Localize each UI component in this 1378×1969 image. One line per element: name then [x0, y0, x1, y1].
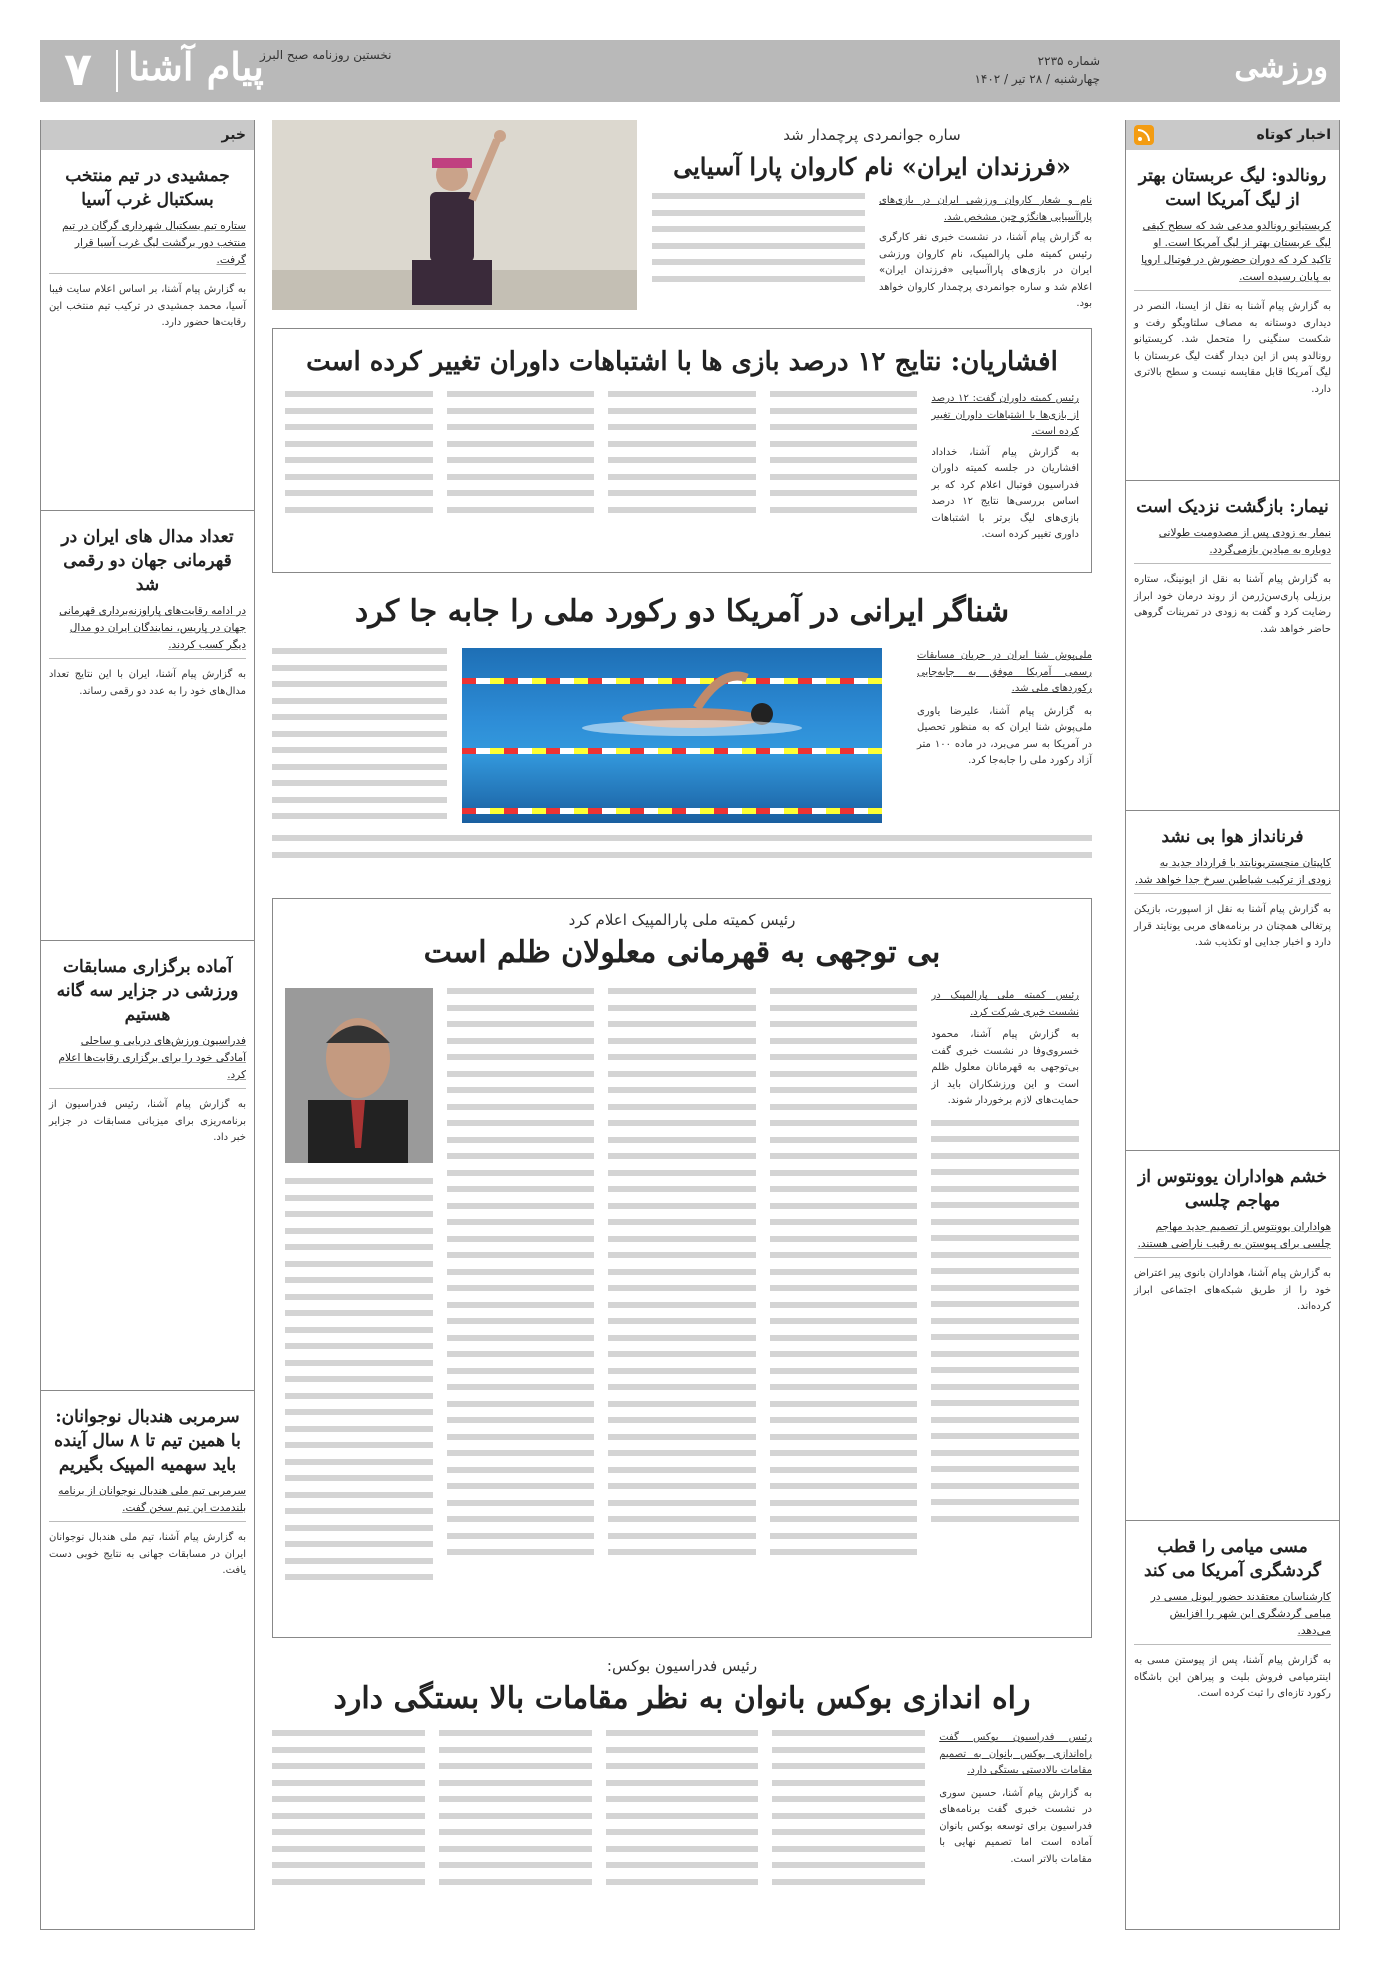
sidebar-title: خبر — [221, 127, 246, 143]
text-lines — [772, 1730, 925, 1885]
news-story — [1126, 810, 1339, 1150]
article-lead: رئیس کمیته داوران گفت: ۱۲ درصد از بازی‌ها با اشتباهات داوران تغییر کرده است. — [931, 393, 1079, 437]
right-sidebar — [1125, 120, 1340, 1930]
story-body: به گزارش پیام آشنا، پس از پیوستن مسی به اینترمیامی فروش بلیت و پیراهن این باشگاه رکورد تازه‌ای را ثبت کرده است. — [1134, 1655, 1331, 1699]
sidebar-title: اخبار کوتاه — [1256, 127, 1331, 143]
story-body: به گزارش پیام آشنا، هواداران بانوی پیر اعتراض خود را از طریق شبکه‌های اجتماعی ابراز کرده‌اند. — [1134, 1268, 1331, 1312]
news-story — [41, 940, 254, 1390]
shooter-photo-image — [272, 120, 637, 310]
article-kicker: ساره جوانمردی پرچمدار شد — [783, 126, 961, 144]
masthead — [40, 40, 1340, 102]
story-title: تعداد مدال های ایران در قهرمانی جهان دو رقمی شد — [61, 527, 234, 595]
text-lines — [447, 988, 595, 1555]
story-title: سرمربی هندبال نوجوانان: با همین تیم تا ۸ سال آینده باید سهمیه المپیک بگیریم — [54, 1407, 241, 1475]
sidebar-header — [41, 120, 254, 150]
section-title: ورزشی — [1234, 50, 1328, 85]
text-lines — [272, 835, 1092, 858]
portrait-figure — [285, 988, 433, 1163]
issue-date: چهارشنبه / ۲۸ تیر / ۱۴۰۲ — [974, 72, 1100, 86]
issue-number: شماره ۲۲۳۵ — [1037, 54, 1100, 68]
text-lines — [931, 1120, 1079, 1522]
text-lines — [606, 1730, 759, 1885]
article-paralympic — [272, 898, 1092, 1638]
newspaper-page — [40, 40, 1340, 1930]
story-body: به گزارش پیام آشنا به نقل از ایونینگ، ستاره برزیلی پاری‌سن‌ژرمن از روند درمان خود ابراز رضایت کرد و گفت به زودی در تمرینات گروهی حاضر خواهد شد. — [1134, 574, 1331, 635]
story-title: رونالدو: لیگ عربستان بهتر از لیگ آمریکا است — [1138, 166, 1327, 210]
left-sidebar — [40, 120, 255, 1930]
main-column — [272, 120, 1092, 1930]
story-lead: نیمار به زودی پس از مصدومیت طولانی دوباره به میادین بازمی‌گردد. — [1134, 525, 1331, 564]
story-title: نیمار: بازگشت نزدیک است — [1136, 497, 1329, 517]
text-lines — [285, 391, 433, 513]
article-lead: ملی‌پوش شنا ایران در جریان مسابقات رسمی آمریکا موفق به جابه‌جایی رکوردهای ملی شد. — [917, 650, 1092, 694]
story-body: به گزارش پیام آشنا، ایران با این نتایج تعداد مدال‌های خود را به عدد دو رقمی رساند. — [49, 669, 246, 697]
article-body: به گزارش پیام آشنا، علیرضا یاوری ملی‌پوش شنا ایران که به منظور تحصیل در آمریکا به سر می‌برد، در ماده ۱۰۰ متر آزاد رکورد ملی را جابه‌جا کرد. — [917, 705, 1092, 766]
article-kicker: رئیس کمیته ملی پارالمپیک اعلام کرد — [568, 911, 796, 929]
story-body: به گزارش پیام آشنا، تیم ملی هندبال نوجوانان ایران در مسابقات جهانی به نتایج خوبی دست یافت. — [49, 1532, 246, 1576]
text-lines — [770, 391, 918, 513]
story-title: خشم هواداران یوونتوس از مهاجم چلسی — [1138, 1167, 1327, 1211]
text-lines — [652, 193, 865, 282]
story-lead: سرمربی تیم ملی هندبال نوجوانان از برنامه بلندمدت این تیم سخن گفت. — [49, 1483, 246, 1522]
story-lead: کریستیانو رونالدو مدعی شد که سطح کیفی لیگ عربستان بهتر از لیگ آمریکا است. او تاکید کرد که دوران حضورش در فوتبال اروپا به پایان رسیده است. — [1134, 218, 1331, 291]
swimmer-figure — [462, 648, 882, 823]
text-lines — [447, 391, 595, 513]
story-lead: ستاره تیم بسکتبال شهرداری گرگان در تیم منتخب دور برگشت لیگ غرب آسیا قرار گرفت. — [49, 218, 246, 274]
story-body: به گزارش پیام آشنا، بر اساس اعلام سایت فیبا آسیا، محمد جمشیدی در ترکیب تیم منتخب این رقابت‌ها حضور دارد. — [49, 284, 246, 328]
official-portrait — [285, 988, 433, 1163]
article-body: به گزارش پیام آشنا، محمود خسروی‌وفا در نشست خبری گفت بی‌توجهی به قهرمانان معلول ظلم است و این ورزشکاران باید از حمایت‌های لازم برخوردار شوند. — [931, 1029, 1079, 1106]
story-title: فرنانداز هوا بی نشد — [1161, 827, 1304, 847]
text-lines — [608, 988, 756, 1555]
swimmer-photo — [462, 648, 882, 823]
issue-info — [974, 52, 1100, 88]
story-title: آماده برگزاری مسابقات ورزشی در جزایر سه گانه هستیم — [56, 957, 239, 1025]
story-lead: فدراسیون ورزش‌های دریایی و ساحلی آمادگی خود را برای برگزاری رقابت‌ها اعلام کرد. — [49, 1033, 246, 1089]
text-lines — [272, 1730, 425, 1885]
article-boxing — [272, 1655, 1092, 1930]
text-lines — [770, 988, 918, 1555]
news-story — [41, 510, 254, 940]
story-title: مسی میامی را قطب گردشگری آمریکا می کند — [1143, 1537, 1322, 1581]
tagline: نخستین روزنامه صبح البرز — [260, 48, 392, 62]
article-body: به گزارش پیام آشنا، حسین سوری در نشست خبری گفت برنامه‌های فدراسیون برای توسعه بوکس بانوان آماده است اما تصمیم نهایی با مقامات بالاتر است. — [939, 1787, 1092, 1865]
news-story — [1126, 1520, 1339, 1920]
article-referees — [272, 328, 1092, 573]
article-lead: نام و شعار کاروان ورزشی ایران در بازی‌های پاراآسیایی هانگژو چین مشخص شد. — [879, 195, 1092, 223]
article-kicker: رئیس فدراسیون بوکس: — [606, 1657, 758, 1675]
news-story — [41, 150, 254, 510]
newspaper-logo: پیام آشنا — [128, 44, 264, 89]
article-headline: راه اندازی بوکس بانوان به نظر مقامات بالا بستگی دارد — [333, 1681, 1031, 1716]
story-lead: در ادامه رقابت‌های پاراوزنه‌برداری قهرمانی جهان در پاریس، نمایندگان ایران دو مدال دیگر کسب کردند. — [49, 603, 246, 659]
story-lead: کاپیتان منچستریونایتد با قرارداد جدید به زودی از ترکیب شیاطین سرخ جدا خواهد شد. — [1134, 855, 1331, 894]
article-shooter — [272, 120, 1092, 310]
article-swimmer — [272, 590, 1092, 880]
article-headline: شناگر ایرانی در آمریکا دو رکورد ملی را جابه جا کرد — [354, 594, 1010, 629]
masthead-divider — [116, 50, 118, 92]
story-lead: هواداران یوونتوس از تصمیم جدید مهاجم چلسی برای پیوستن به رقیب ناراضی هستند. — [1134, 1219, 1331, 1258]
story-title: جمشیدی در تیم منتخب بسکتبال غرب آسیا — [65, 166, 230, 210]
story-body: به گزارش پیام آشنا به نقل از ایسنا، النصر در دیداری دوستانه به مصاف سلتاویگو رفت و شکست سنگینی را متحمل شد. کریستیانو رونالدو پس از این دیدار گفت لیگ عربستان با لیگ آمریکا قابل مقایسه نیست و سطح بالاتری دارد. — [1134, 301, 1331, 395]
article-lead: رئیس کمیته ملی پارالمپیک در نشست خبری شرکت کرد. — [931, 990, 1079, 1018]
shooter-photo — [272, 120, 637, 310]
story-body: به گزارش پیام آشنا، رئیس فدراسیون از برنامه‌ریزی برای میزبانی مسابقات در جزایر خبر داد. — [49, 1099, 246, 1143]
article-headline: «فرزندان ایران» نام کاروان پارا آسیایی — [673, 152, 1071, 181]
news-story — [1126, 480, 1339, 810]
text-lines — [272, 648, 447, 819]
article-body: به گزارش پیام آشنا، خداداد افشاریان در جلسه کمیته داوران فدراسیون فوتبال اعلام کرد که بر اساس بررسی‌ها نتایج ۱۲ درصد بازی‌های لیگ برتر با اشتباهات داوری تغییر کرده است. — [931, 446, 1079, 540]
sidebar-header — [1126, 120, 1339, 150]
news-story — [41, 1390, 254, 1920]
news-story — [1126, 1150, 1339, 1520]
page-number: ۷ — [63, 42, 93, 96]
story-body: به گزارش پیام آشنا به نقل از اسپورت، بازیکن پرتغالی همچنان در برنامه‌های مربی یونایتد قرار دارد و اخبار جدایی او تکذیب شد. — [1134, 904, 1331, 948]
story-lead: کارشناسان معتقدند حضور لیونل مسی در میامی گردشگری این شهر را افزایش می‌دهد. — [1134, 1589, 1331, 1645]
rss-icon[interactable] — [1134, 125, 1154, 145]
text-lines — [439, 1730, 592, 1885]
text-lines — [608, 391, 756, 513]
article-lead: رئیس فدراسیون بوکس گفت راه‌اندازی بوکس بانوان به تصمیم مقامات بالادستی بستگی دارد. — [939, 1732, 1092, 1776]
article-body: به گزارش پیام آشنا، در نشست خبری نفر کارگری رئیس کمیته ملی پارالمپیک، نام کاروان ورزشی ایران در بازی‌های پاراآسیایی «فرزندان ایران» اعلام شد و ساره جوانمردی پرچمدار کاروان خواهد بود. — [879, 232, 1092, 309]
article-headline: افشاریان: نتایج ۱۲ درصد بازی ها با اشتباهات داوران تغییر کرده است — [306, 347, 1058, 377]
article-headline: بی توجهی به قهرمانی معلولان ظلم است — [423, 935, 941, 970]
news-story — [1126, 150, 1339, 480]
